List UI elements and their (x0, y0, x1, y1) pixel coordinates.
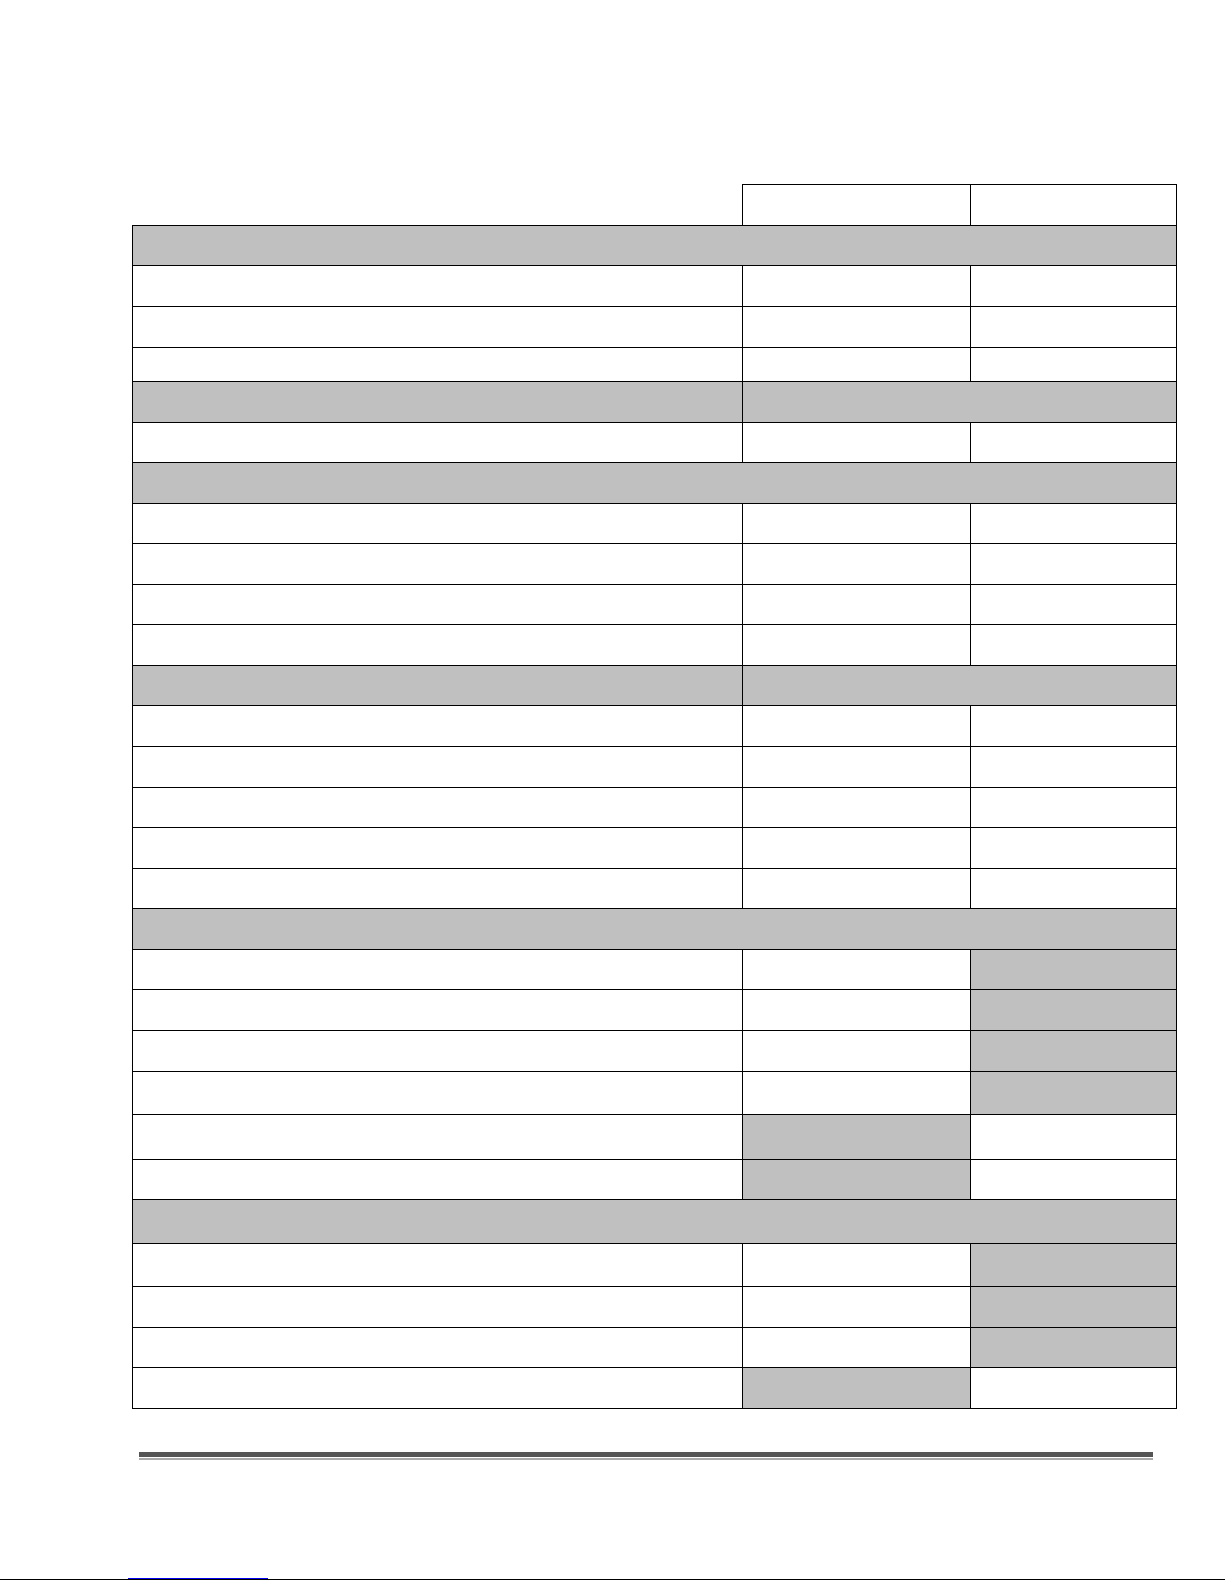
row-label-cell (132, 1243, 743, 1287)
row-value-cell-2[interactable] (970, 347, 1177, 382)
row-value-cell-1[interactable] (742, 422, 971, 463)
section-header-row (132, 908, 1177, 950)
row-value-cell-2 (970, 1327, 1177, 1368)
row-value-cell-2 (970, 1243, 1177, 1287)
footer-rule-underline (139, 1458, 1153, 1460)
row-label-cell (132, 1030, 743, 1072)
row-value-cell-2[interactable] (970, 503, 1177, 544)
row-value-cell-1[interactable] (742, 1071, 971, 1115)
section-header-row (132, 462, 1177, 504)
row-value-cell-2[interactable] (970, 624, 1177, 666)
row-label-cell (132, 989, 743, 1031)
row-label-cell (132, 265, 743, 307)
row-value-cell-2[interactable] (970, 868, 1177, 909)
row-label-cell (132, 422, 743, 463)
row-value-cell-2[interactable] (970, 265, 1177, 307)
row-value-cell-1[interactable] (742, 543, 971, 585)
row-label-cell (132, 705, 743, 747)
row-value-cell-1[interactable] (742, 624, 971, 666)
row-value-cell-2[interactable] (970, 584, 1177, 625)
row-value-cell-2[interactable] (970, 543, 1177, 585)
row-label-cell (132, 827, 743, 869)
row-value-cell-1[interactable] (742, 584, 971, 625)
row-value-cell-1[interactable] (742, 868, 971, 909)
row-value-cell-1[interactable] (742, 827, 971, 869)
subsection-label-cell (132, 381, 743, 423)
row-value-cell-1[interactable] (742, 1030, 971, 1072)
page-bottom-edge (0, 1579, 1225, 1580)
subsection-value-cell (742, 665, 1177, 706)
row-value-cell-1 (742, 1159, 971, 1200)
row-label-cell (132, 1159, 743, 1200)
row-value-cell-2[interactable] (970, 1367, 1177, 1409)
row-value-cell-1[interactable] (742, 746, 971, 788)
row-value-cell-2 (970, 949, 1177, 990)
row-value-cell-1[interactable] (742, 705, 971, 747)
row-value-cell-2[interactable] (970, 787, 1177, 828)
row-label-cell (132, 868, 743, 909)
row-label-cell (132, 543, 743, 585)
row-value-cell-1[interactable] (742, 347, 971, 382)
row-value-cell-1 (742, 1114, 971, 1160)
row-value-cell-1[interactable] (742, 503, 971, 544)
row-value-cell-2[interactable] (970, 705, 1177, 747)
row-value-cell-1[interactable] (742, 989, 971, 1031)
row-value-cell-2 (970, 1030, 1177, 1072)
row-label-cell (132, 503, 743, 544)
row-label-cell (132, 1071, 743, 1115)
row-value-cell-1[interactable] (742, 306, 971, 348)
row-label-cell (132, 787, 743, 828)
row-value-cell-2 (970, 989, 1177, 1031)
row-value-cell-2 (970, 1071, 1177, 1115)
row-value-cell-1[interactable] (742, 1327, 971, 1368)
footer-rule (139, 1452, 1153, 1457)
row-value-cell-2[interactable] (970, 1114, 1177, 1160)
row-label-cell (132, 584, 743, 625)
section-header-row (132, 225, 1177, 266)
subsection-value-cell (742, 381, 1177, 423)
row-value-cell-2[interactable] (970, 306, 1177, 348)
row-value-cell-1[interactable] (742, 265, 971, 307)
row-value-cell-2[interactable] (970, 746, 1177, 788)
row-label-cell (132, 1327, 743, 1368)
column-header-1 (742, 184, 971, 226)
row-label-cell (132, 624, 743, 666)
row-value-cell-1[interactable] (742, 1243, 971, 1287)
column-header-2 (970, 184, 1177, 226)
row-label-cell (132, 1367, 743, 1409)
row-label-cell (132, 746, 743, 788)
row-value-cell-1 (742, 1367, 971, 1409)
row-label-cell (132, 1286, 743, 1328)
row-label-cell (132, 306, 743, 348)
row-label-cell (132, 949, 743, 990)
subsection-label-cell (132, 665, 743, 706)
row-label-cell (132, 347, 743, 382)
row-value-cell-1[interactable] (742, 1286, 971, 1328)
row-label-cell (132, 1114, 743, 1160)
row-value-cell-2[interactable] (970, 827, 1177, 869)
row-value-cell-2 (970, 1286, 1177, 1328)
row-value-cell-1[interactable] (742, 787, 971, 828)
row-value-cell-1[interactable] (742, 949, 971, 990)
section-header-row (132, 1199, 1177, 1244)
row-value-cell-2[interactable] (970, 1159, 1177, 1200)
row-value-cell-2[interactable] (970, 422, 1177, 463)
